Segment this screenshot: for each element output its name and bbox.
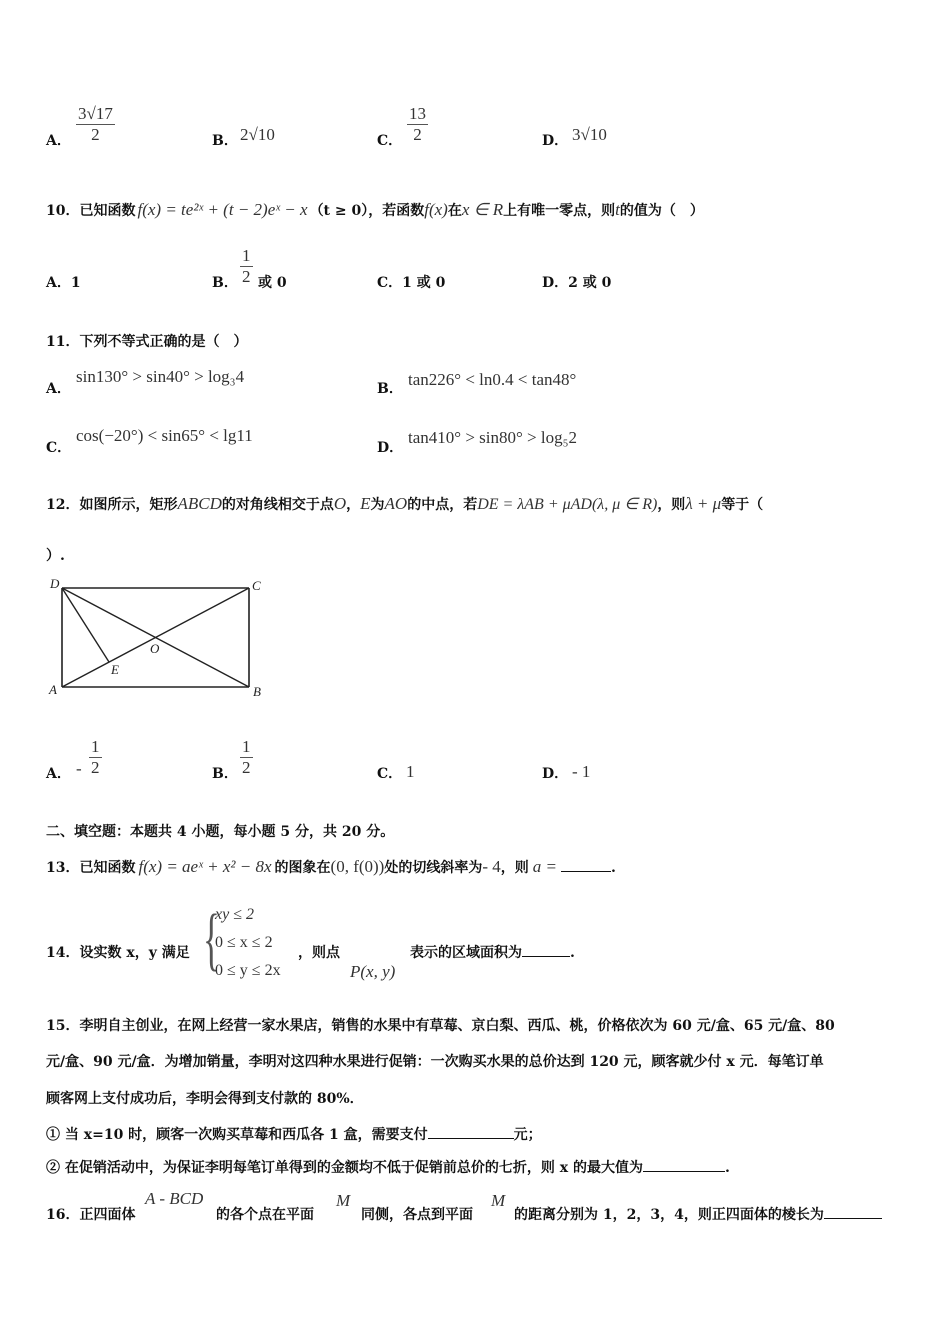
q12-equation: DE = λAB + μAD(λ, μ ∈ R) xyxy=(477,496,658,513)
fig-label-d: D xyxy=(50,576,60,591)
q11-stem: 11．下列不等式正确的是（ ） xyxy=(46,334,248,350)
fig-label-o: O xyxy=(150,641,160,656)
q9-option-d-label: D． xyxy=(542,133,569,149)
q12-stem xyxy=(46,494,763,514)
q9-option-a-numerator: 3√17 xyxy=(78,104,113,123)
q9-option-a-label: A． xyxy=(46,133,71,149)
q13-text-2: 的图象在 xyxy=(274,860,331,876)
q10-domain: x ∈ R xyxy=(461,200,504,219)
q12-text-3: 为 xyxy=(370,497,385,513)
fig-label-c: C xyxy=(252,578,261,593)
q11-option-c-expr: cos(−20°) < sin65° < lg11 xyxy=(76,426,253,445)
q9-option-d-expr: 3√10 xyxy=(572,125,607,144)
q12-text-4: 的中点，若 xyxy=(407,497,478,513)
q11-option-d-expr: tan410° > sin80° > log₅2 xyxy=(408,428,578,447)
q16-plane-m: M xyxy=(336,1191,351,1210)
q10-option-a: A．1 xyxy=(46,275,81,291)
q14-constraint-3: 0 ≤ y ≤ 2x xyxy=(215,962,281,979)
q12-close-paren: ）. xyxy=(46,548,65,564)
q12-option-d-expr: - 1 xyxy=(572,762,591,781)
q14-brace: { xyxy=(203,901,220,978)
q15-sub-2-text: ② 在促销活动中，为保证李明每笔订单得到的金额均不低于促销前总价的七折，则 x 的最大值为 xyxy=(46,1160,643,1176)
q12-option-b-denominator: 2 xyxy=(242,758,251,777)
q14-end: . xyxy=(570,945,575,961)
q12-rectangle-figure xyxy=(44,574,270,702)
q14-point: P(x, y) xyxy=(350,962,396,981)
q13-answer-blank[interactable] xyxy=(561,857,611,872)
q14-text-2: ，则点 xyxy=(298,945,340,961)
q10-option-b-numerator: 1 xyxy=(242,246,251,265)
q15-sub-1-text: ① 当 x=10 时，顾客一次购买草莓和西瓜各 1 盒，需要支付 xyxy=(46,1127,428,1143)
q12-text-2: 的对角线相交于点 xyxy=(221,497,334,513)
q10-suffix: 上有唯一零点，则 xyxy=(503,203,616,219)
q15-line-1: 15．李明自主创业，在网上经营一家水果店，销售的水果中有草莓、京白梨、西瓜、桃，价格依次为 60 元/盒、65 元/盒、80 xyxy=(46,1018,835,1034)
q16-text-1: 16．正四面体 xyxy=(46,1207,136,1223)
q15-line-3: 顾客网上支付成功后，李明会得到支付款的 80%． xyxy=(46,1091,364,1107)
q15-sub-2-end: . xyxy=(724,1160,730,1176)
q15-sub-1-unit: 元； xyxy=(513,1127,542,1143)
q11-option-a-label: A． xyxy=(46,381,71,397)
fig-label-e: E xyxy=(111,662,119,677)
q12-option-a-denominator: 2 xyxy=(91,758,100,777)
q10-prefix: 10．已知函数 xyxy=(46,203,136,219)
q15-sub-1-blank[interactable] xyxy=(428,1124,514,1139)
q14-answer-blank[interactable] xyxy=(522,942,570,957)
q10-tail: 的值为（ ） xyxy=(619,203,704,219)
q10-option-d: D．2 或 0 xyxy=(542,275,612,291)
q11-option-c-label: C． xyxy=(46,440,72,456)
q15-sub-1 xyxy=(46,1124,542,1144)
fig-segment-de xyxy=(62,588,109,662)
q15-line-2: 元/盒、90 元/盒．为增加销量，李明对这四种水果进行促销：一次购买水果的总价达到 120 元，顾客就少付 x 元．每笔订单 xyxy=(46,1054,824,1070)
q14-text-3 xyxy=(410,942,575,962)
q14-constraint-2: 0 ≤ x ≤ 2 xyxy=(215,934,273,951)
q12-comma: ， xyxy=(346,497,361,513)
q9-option-c-numerator: 13 xyxy=(409,104,426,123)
q12-e: E xyxy=(360,494,371,513)
q13-text-3: 处的切线斜率为 xyxy=(384,860,483,876)
fig-label-a: A xyxy=(49,682,57,697)
q10-option-b-label: B． xyxy=(212,275,238,291)
q9-option-c-denominator: 2 xyxy=(413,125,422,144)
q16-text-2: 的各个点在平面 xyxy=(216,1207,314,1223)
q13-point: (0, f(0)) xyxy=(330,857,385,876)
q9-option-a-denominator: 2 xyxy=(91,125,100,144)
q9-option-b-label: B． xyxy=(212,133,238,149)
q14-text-3-label: 表示的区域面积为 xyxy=(410,945,522,961)
q11-option-b-expr: tan226° < ln0.4 < tan48° xyxy=(408,370,577,389)
q12-abcd: ABCD xyxy=(177,494,222,513)
q10-function: f(x) = te²ˣ + (t − 2)eˣ − x xyxy=(137,200,308,219)
q13-text-1: 13．已知函数 xyxy=(46,860,136,876)
q15-sub-2-blank[interactable] xyxy=(643,1157,725,1172)
q16-plane-m-2: M xyxy=(491,1191,506,1210)
q13-slope: - 4 xyxy=(482,857,501,876)
q10-fx: f(x) xyxy=(424,200,448,219)
q12-option-a-numerator: 1 xyxy=(91,737,100,756)
q10-in: 在 xyxy=(447,203,462,219)
q12-option-c-label: C． xyxy=(377,766,403,782)
q12-option-b-numerator: 1 xyxy=(242,737,251,756)
q10-option-b-after: 或 0 xyxy=(258,275,287,291)
q12-option-b-fraction xyxy=(240,737,253,778)
q12-option-c-expr: 1 xyxy=(406,762,415,781)
q16-answer-blank[interactable] xyxy=(824,1204,882,1219)
q10-option-b-fraction xyxy=(240,246,253,287)
q13-a: a = xyxy=(532,857,557,876)
q12-option-d-label: D． xyxy=(542,766,569,782)
q12-ao: AO xyxy=(384,494,408,513)
q16-text-4 xyxy=(514,1204,882,1224)
q13-stem xyxy=(46,857,616,877)
q16-tetrahedron: A - BCD xyxy=(145,1189,204,1208)
q16-text-3: 同侧，各点到平面 xyxy=(361,1207,473,1223)
q11-option-d-label: D． xyxy=(377,440,404,456)
q14-constraint-1: xy ≤ 2 xyxy=(215,906,254,923)
q9-option-c-fraction xyxy=(407,104,428,145)
q11-option-b-label: B． xyxy=(377,381,403,397)
q12-text-5: ，则 xyxy=(657,497,686,513)
section-2-heading: 二、填空题：本题共 4 小题，每小题 5 分，共 20 分。 xyxy=(46,824,395,840)
q12-option-a-sign: - xyxy=(76,759,82,778)
q12-option-a-label: A． xyxy=(46,766,71,782)
q10-option-b-denominator: 2 xyxy=(242,267,251,286)
q10-option-c: C．1 或 0 xyxy=(377,275,446,291)
q15-sub-2 xyxy=(46,1157,730,1177)
q13-end: . xyxy=(611,860,616,876)
q9-option-a-fraction xyxy=(76,104,115,145)
q16-text-4-label: 的距离分别为 1，2，3，4，则正四面体的棱长为 xyxy=(514,1207,824,1223)
q12-o: O xyxy=(333,494,347,513)
q12-option-b-label: B． xyxy=(212,766,238,782)
q11-option-a-expr: sin130° > sin40° > log₃4 xyxy=(76,367,245,386)
q14-text-1: 14．设实数 x，y 满足 xyxy=(46,945,190,961)
q9-option-b-expr: 2√10 xyxy=(240,125,275,144)
q10-t: t xyxy=(615,200,620,219)
q13-function: f(x) = aeˣ + x² − 8x xyxy=(138,857,272,876)
q13-text-4: ，则 xyxy=(500,860,529,876)
q10-condition: （t ≥ 0），若函数 xyxy=(309,203,425,219)
q9-option-c-label: C． xyxy=(377,133,403,149)
q12-text-6: 等于（ xyxy=(721,497,764,513)
q12-sum: λ + μ xyxy=(685,494,722,513)
q12-option-a-fraction xyxy=(89,737,102,778)
q10-stem xyxy=(46,200,704,220)
fig-label-b: B xyxy=(253,684,261,699)
q12-text-1: 12．如图所示，矩形 xyxy=(46,497,178,513)
